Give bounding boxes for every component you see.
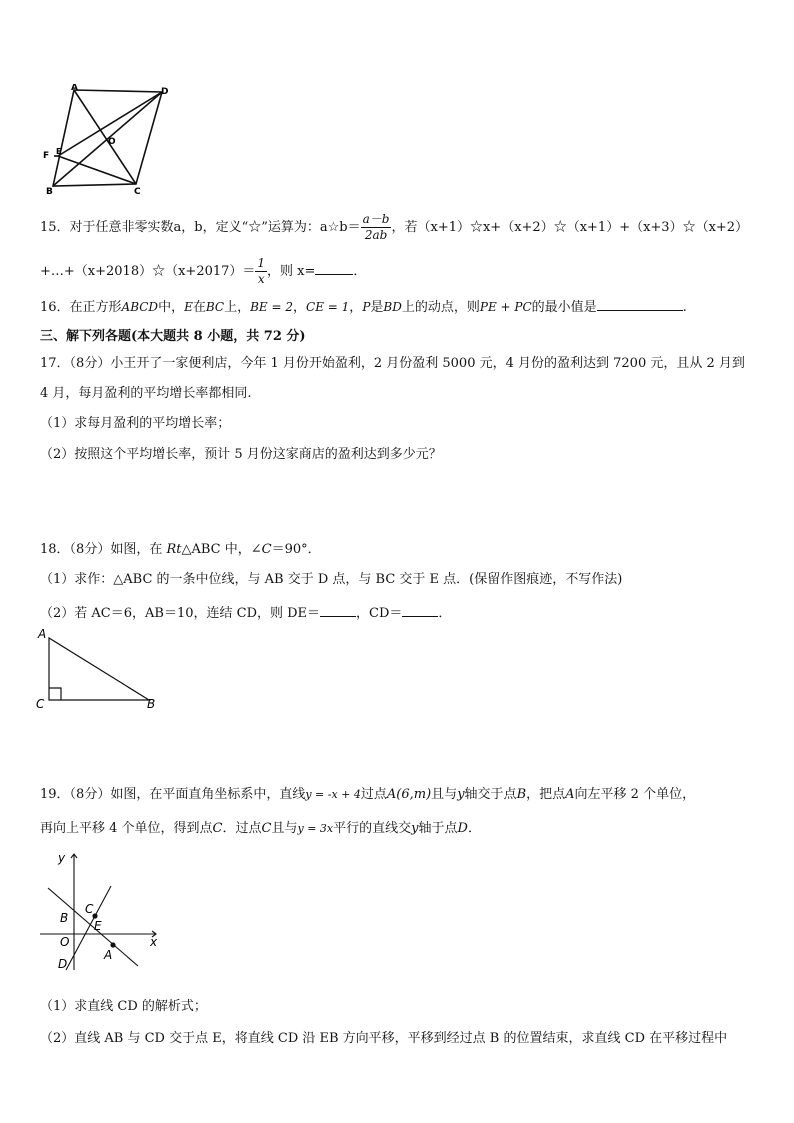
- tri-label-c: C: [36, 697, 45, 711]
- q18-line1: 18．（8分）如图，在 Rt△ABC 中，∠C＝90°．: [40, 542, 321, 557]
- q16-line: 16．在正方形ABCD中，E在BC上，BE = 2，CE = 1，P是BD上的动点，则PE + PC的最小值是 .: [40, 296, 687, 317]
- segment-ec: [58, 156, 136, 184]
- q17-line2: 4 月，每月盈利的平均增长率都相同.: [40, 386, 252, 401]
- point-label-b: B: [60, 911, 69, 925]
- axis-label-x: x: [150, 935, 158, 949]
- diagonal-ac: [74, 90, 136, 184]
- q18-sub1: （1）求作：△ABC 的一条中位线，与 AB 交于 D 点，与 BC 交于 E 点．(保留作图痕迹，不写作法): [40, 572, 623, 587]
- point-label-a: A: [104, 948, 113, 962]
- q15-fraction: $\frac{a-b}{2ab}$: [362, 212, 390, 242]
- q17-sub2: （2）按照这个平均增长率，预计 5 月份这家商店的盈利达到多少元？: [40, 447, 442, 462]
- q19-line2: 再向上平移 4 个单位，得到点C．过点C且与y = 3x平行的直线交y轴于点D．: [40, 821, 481, 836]
- label-f: F: [43, 151, 50, 161]
- label-o: O: [108, 137, 116, 147]
- q18-cd-blank[interactable]: [402, 602, 438, 617]
- q15-fraction-2: $\frac{1}{x}$: [257, 256, 266, 286]
- right-triangle-figure: [34, 624, 164, 716]
- q15-answer-blank[interactable]: [315, 260, 353, 275]
- q19-line1: 19．（8分）如图，在平面直角坐标系中，直线y = -x + 4过点A(6,m)且与y轴交于点B，把点A向左平移 2 个单位，: [40, 787, 696, 802]
- label-d: D: [161, 87, 169, 97]
- tri-label-b: B: [147, 697, 156, 711]
- q19-sub2: （2）直线 AB 与 CD 交于点 E，将直线 CD 沿 EB 方向平移，平移到经过点 B 的位置结束，求直线 CD 在平移过程中: [40, 1031, 728, 1046]
- label-a: A: [71, 84, 78, 93]
- label-c: C: [134, 187, 141, 196]
- coordinate-figure: [36, 846, 166, 974]
- point-label-d: D: [58, 957, 68, 971]
- label-b: B: [46, 187, 53, 196]
- label-e: E: [56, 147, 62, 156]
- q18-sub2: （2）若 AC＝6，AB＝10，连结 CD，则 DE＝ ，CD＝ ．: [40, 602, 451, 623]
- point-a: [110, 942, 115, 947]
- q18-de-blank[interactable]: [320, 602, 356, 617]
- origin-label: O: [60, 935, 70, 949]
- section-3-heading: 三、解下列各题(本大题共 8 小题，共 72 分): [40, 329, 306, 344]
- point-label-c: C: [85, 902, 94, 916]
- q15-line1: 15．对于任意非零实数a，b，定义“☆”运算为：a☆b＝ $\frac{a-b}{2ab}$ ，若（x+1）☆x+（x+2）☆（x+1）+（x+3）☆（x+2）: [40, 212, 749, 242]
- line-ab: [48, 888, 138, 966]
- tri-label-a: A: [38, 627, 47, 641]
- q16-answer-blank[interactable]: [597, 296, 683, 311]
- q17-sub1: （1）求每月盈利的平均增长率；: [40, 416, 231, 431]
- q19-sub1: （1）求直线 CD 的解析式；: [40, 999, 207, 1014]
- axis-label-y: y: [58, 851, 66, 865]
- q17-line1: 17．（8分）小王开了一家便利店，今年 1 月份开始盈利，2 月份盈利 5000 元，4 月份的盈利达到 7200 元，且从 2 月到: [40, 356, 745, 371]
- q15-line2: +…+（x+2018）☆（x+2017）＝ $\frac{1}{x}$ ，则 x= ．: [40, 256, 367, 286]
- parallelogram-figure: [38, 84, 178, 196]
- point-label-e: E: [94, 919, 102, 933]
